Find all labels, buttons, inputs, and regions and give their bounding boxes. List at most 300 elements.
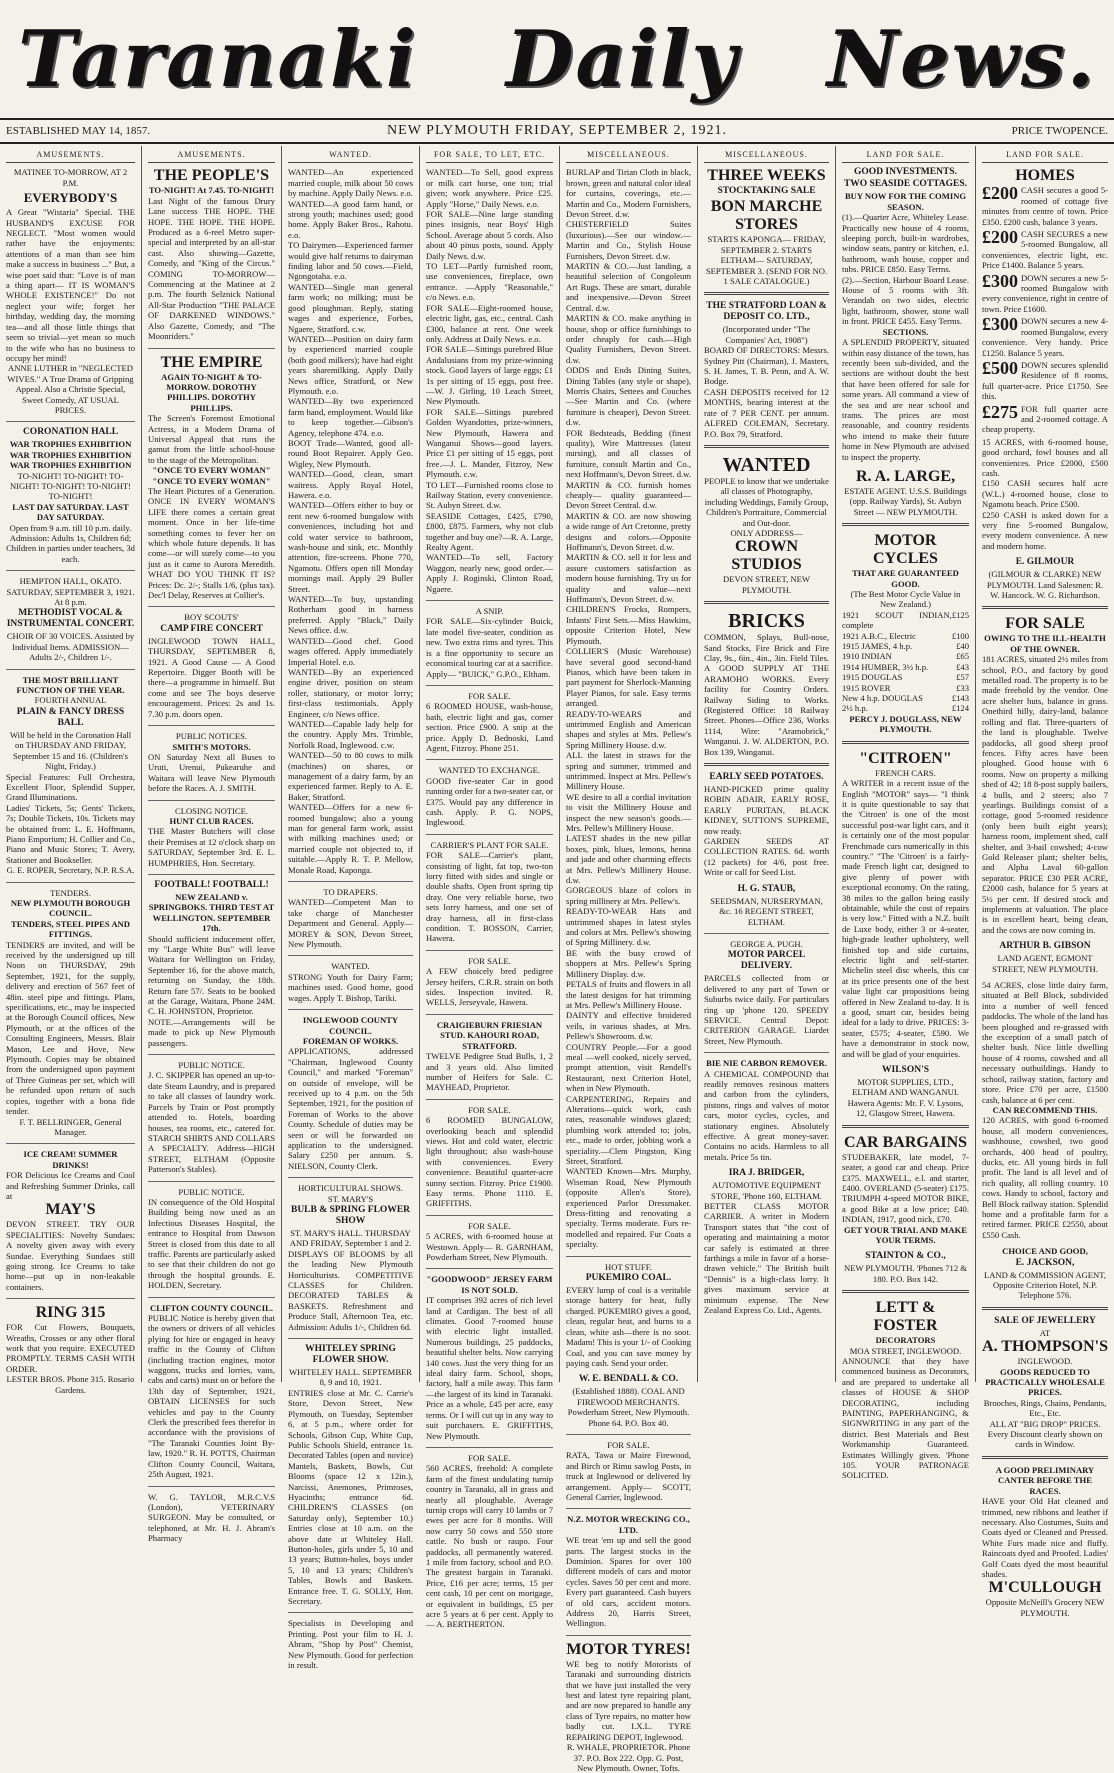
ad-peoples <box>148 167 275 341</box>
motor-cycle-model: New 4 h.p. DOUGLAS <box>842 693 923 704</box>
ad-mays <box>6 1149 135 1292</box>
ad-body: A SPLENDID PROPERTY, situated within easy distance of the town, has recently been sub-divided, and the sections are without doubt the best that have been offered for sale for some years. All command a view of the sea and are near school and trams. The prices are most reasonable, and country residents who intend to make their future home in New Plymouth are advised to inspect the property. <box>842 337 969 462</box>
ad-body: DISPLAYS OF BLOOMS by all the leading New Plymouth Horticulturists. COMPETITIVE CLASSES for Children. DECORATED TABLES & BASKETS. Refreshment and Produce Stall, Afternoon Tea, etc. Admission: Adults 1/-, Children 6d. <box>288 1248 413 1332</box>
motor-cycle-list <box>842 610 969 714</box>
motor-cycle-row <box>842 641 969 651</box>
ad-to-drapers <box>288 887 413 949</box>
page-columns <box>0 146 1114 1773</box>
ad-body: Should sufficient inducement offer, my "Large White Bus" will leave Waitara for Wellington on Friday, September 16, for the above match, returning on Sunday, the 18th. Return fare 57/. Seats to be booked at the Garage, Waitara, Phone 24M. C. H. JOHNSTON, Proprietor. <box>148 933 275 1017</box>
ad-body: Special Features: Full Orchestra, Excellent Floor, Splendid Supper, Grand Illuminations. <box>6 771 135 803</box>
classified-item: LATEST shades in the new pillar boxes, pink, blues, lemons, henna and jade and other charming effects at Mrs. Pellew's Millinery House. d.w. <box>566 833 691 886</box>
ad-line: LAST DAY SATURDAY. LAST DAY SATURDAY. <box>12 501 129 523</box>
motor-cycle-price: £143 <box>951 693 969 704</box>
ad-body: STARTS KAPONGA— FRIDAY, SEPTEMBER 2. STARTS ELTHAM— SATURDAY, SEPTEMBER 3. (SEND FOR NO. 1 SALE CATALOGUE.) <box>705 234 828 287</box>
ad-title: M'CULLOUGH <box>988 1579 1102 1597</box>
classified-item: READY-TO-WEARS and untrimmed English and American shapes and styles at Mrs. Pellew's Spring Millinery House. d.w. <box>566 708 691 750</box>
column-8 <box>976 146 1114 1618</box>
ad-body: 54 ACRES, close little dairy farm, situated at Bell Block, subdivided into a number of well fenced paddocks. The whole of the land has been ploughed and re-grassed with the exception of a small patch of shelter bush. Nice little dwelling house of 4 rooms, cowshed and all necessary outbuildings. Handy to school, railway station, factory and store. Price £70 per acre, £1500 cash, balance at 6 per cent. <box>982 980 1108 1105</box>
ad-roomed-house <box>426 691 553 753</box>
ad-line: BOY SCOUTS' <box>184 612 239 623</box>
ad-line: CLOSING NOTICE. <box>174 805 249 816</box>
home-price: £500 <box>982 357 1018 378</box>
ad-body: IT comprises 392 acres of rich level land at Cardigan. The best of all climates. Good 7-roomed house with electric light installed. Numerous buildings, 25 paddocks, beautiful shelter belts. Now carrying 140 cows. Just the very thing for an ideal dairy farm. School, shops, factory, half a mile away. This farm—the largest of its kind in Taranaki. Price as a whole, £45 per acre, easy terms. Or I will cut up in any way to suit purchasers. E. GRIFFITHS, New Plymouth. <box>426 1295 553 1441</box>
ad-line: TENDERS, STEEL PIPES AND FITTINGS. <box>11 918 130 940</box>
ad-body: INGLEWOOD TOWN HALL, THURSDAY, SEPTEMBER 8, 1921. A Good Cause — A Good Repertoire. Digger Booth will be there—a programme in himself. But come and see The boys deserve encouragement. Prices: 2s and 1s. 7.30 p.m. doors open. <box>148 635 275 719</box>
home-price: £200 <box>982 227 1018 248</box>
ad-line: BIE NIE CARBON REMOVER. <box>706 1058 827 1069</box>
motor-cycle-model: 2½ h.p. <box>842 703 868 714</box>
ad-body: ON Saturday Next all Buses to Uruti, Urenui, Pukearuhe and Waitara will leave New Plymouth before the Races. A. J. SMITH. <box>148 751 275 794</box>
ad-body: BOARD OF DIRECTORS: Messrs. Sydney Pitt (Chairman), J. Masters, S. H. James, T. B. Penn, and A. W. Bodge. <box>704 345 829 387</box>
classified-item: WANTED—A good farm hand, or strong youth; machines used; good home. Apply Baker Bros., Rahotu. e.o. <box>288 198 413 240</box>
home-description: CASH SECURES a new 5-roomed Bungalow, all conveniences, electric light, etc. Price £1400. Balance 5 years. <box>982 229 1108 271</box>
home-description: DOWN secures a new 5-roomed Bungalow with every convenience, right in centre of town. Price £1600. <box>982 272 1108 314</box>
ad-body: DEVON STREET. TRY OUR SPECIALITIES: Novelty Sundaes: A novelty given away with every Sundae. Everything Sundaes still going strong. Ice Creams to take home—put up in non-leakable containers. <box>6 1219 135 1292</box>
ad-body: CASH DEPOSITS received for 12 MONTHS, bearing interest at the rate of 7 PER CENT. per annum. ALFRED COLEMAN, Secretary. P.O. Box 79, Stratford. <box>704 386 829 439</box>
classified-item: WANTED—Capable lady help for the country. Apply Mrs. Trimble, Norfolk Road, Inglewood. c.w. <box>288 718 413 750</box>
ad-body: Will be held in the Coronation Hall on THURSDAY AND FRIDAY, September 15 and 16. (Children's Night, Friday.) <box>9 729 132 772</box>
motor-cycle-model: 1921 SCOUT INDIAN, complete <box>842 609 952 631</box>
motor-cycle-model: 1910 INDIAN <box>842 651 892 662</box>
ad-mcullough <box>982 1465 1108 1618</box>
ad-title: THE PEOPLE'S <box>153 167 270 185</box>
motor-cycle-model: 1914 HUMBER, 3½ h.p. <box>842 661 929 672</box>
ad-line: SEEDSMAN, NURSERYMAN, &c. 16 REGENT STREET, ELTHAM. <box>710 895 823 927</box>
section-heading: FOR SALE. <box>468 1452 511 1463</box>
section-heading: CARRIER'S PLANT FOR SALE. <box>430 839 549 850</box>
ad-title: MOTOR CYCLES <box>873 532 938 568</box>
ad-body: COMMON, Splays, Bull-nose, Sand Stocks, Fire Brick and Fire Clay, 9s., 6in., 4in., 3in. Field Tiles. A GOOD SUPPLY AT THE ARAMOHO WORKS. Every facility for Country Orders. Railway Siding to Works. (Registered Office: 18 Railway Street. Phones—Office 236, Works 1114, Wire: "Aramobrick," Wanganui. J. W. ALDERTON, P.O. Box 139, Wanganui. <box>704 632 829 757</box>
ad-body: Open from 9 a.m. till 10 p.m. daily. Admission: Adults 1s, Children 6d; Children in parties under teachers, 3d each. <box>6 522 135 564</box>
ad-empire <box>148 354 275 601</box>
home-listing <box>982 229 1108 271</box>
ad-line: "ONCE TO EVERY WOMAN" "ONCE TO EVERY WOMAN" <box>152 465 271 486</box>
ad-title: MAY'S <box>45 1201 96 1219</box>
ad-body: Last Night of the famous Drury Lane success THE HOPE. THE HOPE. THE HOPE. THE HOPE. Produced as a 6-reel Metro super-special and interpreted by an all-star cast. Also showing—Gazette, Comedy, and "King of the Circus." COMING TO-MORROW—Commencing at the Matinee at 2 p.m. The fourth Selznick National All-Star Production "THE PALACE OF DARKENED WINDOWS." Also Gazette, Comedy, and "The Moonriders." <box>148 195 275 342</box>
ad-line: HEMPTON HALL, OKATO. SATURDAY, SEPTEMBER 3, 1921. At 8 p.m. <box>6 576 135 608</box>
ad-body: W. G. TAYLOR, M.R.C.V.S (London), VETERINARY SURGEON. May be consulted, or telephoned, at Mr. H. J. Abram's Pharmacy <box>148 1491 275 1544</box>
masthead-word-2: Daily <box>505 13 739 105</box>
ad-westown <box>426 1221 553 1263</box>
dateline <box>0 118 1114 144</box>
ad-bon-marche <box>704 167 829 286</box>
ad-body: WANTED—Competent Man to take charge of Manchester Department and General. Apply— MOREY & SON, Devon Street, New Plymouth. <box>288 897 413 950</box>
ad-ring-315 <box>6 1304 135 1395</box>
classified-item: ODDS and Ends Dining Suites, Dining Tables (any style or shape), Morris Chairs, Settees and Couches—See Martin and Co. (where furniture is cheaper), Devon Street. d.w. <box>566 365 691 428</box>
ad-exchange <box>426 765 553 827</box>
classified-item: GORGEOUS blaze of colors in spring millinery at Mrs. Pellew's. <box>566 885 691 906</box>
classified-item: FOR SALE—Sittings purebred Golden Wyandottes, prize-winners, New Plymouth, Hawera and Wanganui Shows—good layers. Price £1 per sitting of 15 eggs, post free.—J. L. Mander, Fitzroy, New Plymouth. c.w. <box>426 406 553 480</box>
ad-body: STUDEBAKER, late model, 7-seater, a good car and cheap. Price £375. MAXWELL, e.l. and starter, £400. OVERLAND (5-seater) £175. TRIUMPH 4-speed MOTOR BIKE, a good Bike at a low price; £40. INDIAN, 1917, good nick, £70. <box>842 1151 969 1225</box>
section-heading: PUBLIC NOTICE. <box>178 1060 245 1071</box>
ad-signature: R. WHALE, PROPRIETOR. Phone 37. P.O. Box 222. Opp. G. Post, New Plymouth. Owner, Tofts. <box>566 1742 691 1773</box>
ad-lett-foster <box>842 1299 969 1481</box>
ad-line: CLIFTON COUNTY COUNCIL. <box>150 1302 273 1313</box>
ad-line: GOODS REDUCED TO PRACTICALLY WHOLESALE PRICES. <box>985 1366 1105 1398</box>
ad-body: ANNE LUTHER in "NEGLECTED WIVES." A True Drama of Gripping Appeal. Also a Christie Special, Sweet Comedy, AT USUAL PRICES. <box>7 363 134 415</box>
established-date: ESTABLISHED MAY 14, 1857. <box>6 125 151 137</box>
ad-line: FOREMAN OF WORKS. <box>302 1035 399 1046</box>
motor-cycle-price: £124 <box>951 703 969 714</box>
motor-cycle-row <box>842 651 969 661</box>
ad-whiteley-show <box>288 1344 413 1606</box>
ad-title: LETT & FOSTER <box>873 1299 938 1335</box>
ad-body: 15 ACRES, with 6-roomed house, good orchard, fowl houses and all conveniences. Price £2000, £500 cash. <box>982 436 1108 478</box>
classified-item: WANTED—Position on dairy farm by experienced married couple (both good milkers); have had eight years sharemilking. Apply Daily News office, Stratford, or New Plymouth. e.o. <box>288 333 413 396</box>
ad-war-trophies <box>6 427 135 564</box>
ad-body: (Established 1888). COAL AND FIREWOOD MERCHANTS. Powderham Street, New Plymouth. Phone 64. P.O. Box 40. <box>567 1386 690 1428</box>
ad-title: "CITROEN" <box>859 749 952 767</box>
classified-item: CHILDREN'S Frocks, Rompers, Infants' First Sets.—Miss Hawkins, opposite Criterion Hotel, New Plymouth. <box>566 604 691 646</box>
ad-line: SECTIONS. <box>882 326 929 337</box>
column-heading: LAND FOR SALE. <box>842 150 969 163</box>
homes-list <box>982 185 1108 434</box>
ad-title: METHODIST VOCAL & INSTRUMENTAL CONCERT. <box>6 608 135 630</box>
motor-cycle-price: £125 <box>951 609 969 620</box>
home-listing <box>982 401 1108 435</box>
ad-title: MOTOR PARCEL DELIVERY. <box>727 950 806 972</box>
ad-title: E. JACKSON, <box>1015 1257 1075 1268</box>
ad-line: DECORATORS <box>875 1335 936 1346</box>
ad-line: (The Best Motor Cycle Value in New Zealand.) <box>850 589 961 610</box>
issue-price: PRICE TWOPENCE. <box>1011 125 1108 137</box>
motor-cycle-model: 1921 A.B.C., Electric <box>842 630 916 641</box>
classified-item: BURLAP and Tirian Cloth in black, brown, green and natural color ideal for curtains, coverings, etc.—Martin and Co., Modern Furnishers, Devon Street. d.w. <box>566 167 691 220</box>
ad-line: N.Z. MOTOR WRECKING CO., LTD. <box>567 1514 690 1535</box>
masthead-word-3: News. <box>826 13 1096 105</box>
classified-item: WE desire to all a cordial invitation to visit the Millinery House and inspect the new season's goods.—Mrs. Pellew's Millinery House. <box>566 791 691 833</box>
ad-everybodys <box>6 167 135 415</box>
ad-body: J. C. SKIPPER has opened an up-to-date Steam Laundry, and is prepared to take all classes of laundry work. Parcels by Train or Post promptly attended to. Hotels, boarding houses, tea rooms, etc., catered for. STARCH SHIRTS AND COLLARS A SPECIALTY. Address—HIGH STREET, ELTHAM (Opposite Patterson's Stables). <box>148 1070 275 1175</box>
classified-item: WANTED—By an experienced engine driver, position on steam roller, stationary, or motor lorry; first-class testimonials. Apply Engineer, c/o News office. <box>288 666 413 719</box>
ad-body: WE treat 'em up and sell the good parts. The largest stocks in the Dominion. Spares for over 100 different models of cars and motor cycles. Saves 50 per cent and more. Every part guaranteed. Cash buyers of old cars, accident motors. Address 20, Harris Street, Wellington. <box>566 1535 691 1629</box>
column-2 <box>142 146 282 1544</box>
ad-carriers-plant <box>426 840 553 944</box>
ad-body: A Great "Wistaria" Special. THE HUSBAND'S EXCUSE FOR NEGLECT. "Most women would rather have the enjoyments: attentions of a man than see him make a success in business ..." But, a wise poet said that: "Love is of man a thing apart— IT IS WOMAN'S WHOLE EXISTENCE!" Do not neglect your wife; forget her birthday, wedding day, the morning tea—and all those little things that seem so trivial—yet mean so much to the wife who has no business to occupy her mind! <box>6 207 135 363</box>
section-heading: PUBLIC NOTICE. <box>178 1186 245 1197</box>
ad-football <box>148 880 275 1048</box>
ad-stratford-loan <box>704 301 829 438</box>
ad-line: WAR TROPHIES EXHIBITION <box>9 460 132 471</box>
ad-body: APPLICATIONS, addressed "Chairman, Inglewood County Council," and marked "Foreman" on outside of envelope, will be received up to 4 p.m. on the 5th September, 1921, for the position of Foreman of Works to the above County. Schedule of duties may be seen or will be forwarded on application to the undersigned. Salary £250 per annum. S. NIELSON, County Clerk. <box>288 1046 413 1171</box>
classified-item: COLLIER'S (Music Warehouse) have several good second-hand Pianos, which have been taken in part payment for Sherlock-Manning Player Pianos, for sale. Easy terms arranged. <box>566 646 691 709</box>
ad-line: AT <box>1039 1327 1051 1338</box>
ad-line: STOCKTAKING SALE <box>717 186 816 197</box>
ad-title: HOMES <box>1015 167 1075 185</box>
ad-wanted-youth <box>288 961 413 1003</box>
ad-friesian-stud <box>426 1020 553 1093</box>
ad-flower-show <box>288 1183 413 1332</box>
motor-cycle-row <box>842 703 969 713</box>
ad-body: WE beg to notify Motorists of Taranaki and surrounding districts that we have just installed the very best and latest tyre repairing plant, and are now prepared to handle any class of Tyre repairs, no matter how badly cut. I.X.L. TYRE REPAIRING DEPOT, Inglewood. <box>566 1658 691 1742</box>
section-heading: FOR SALE. <box>468 955 511 966</box>
ad-film-developing <box>288 1618 413 1670</box>
classified-item: WANTED—To buy, upstanding Rotherham good in harness preferred. Apply "Black," Daily News office. d.w. <box>288 594 413 636</box>
ad-goodwood <box>426 1274 553 1441</box>
ad-title: BON MARCHE STORES <box>710 198 823 234</box>
ad-line: TO-NIGHT! At 7.45. TO-NIGHT! <box>148 185 275 196</box>
home-description: CASH secures a good 5-roomed of cottage five minutes from centre of town. Price £350. £200 cash, balance 3 years. <box>982 185 1108 227</box>
motor-cycle-row <box>842 693 969 703</box>
ad-carbon-remover <box>704 1058 829 1162</box>
ad-bridger <box>704 1168 829 1315</box>
ad-crown-studios <box>704 454 829 595</box>
column-heading: MISCELLANEOUS. <box>704 150 829 163</box>
ad-line: THAT ARE GUARANTEED GOOD. <box>852 568 959 589</box>
ad-body: HAVE your Old Hat cleaned and trimmed, new ribbons and leather if necessary. Also Costumes, Suits and Coats dyed or Cleaned and Pressed. White Furs made nice and fluffy. Raincoats dyed and Proofed. Ladies' Golf Coats dyed the most beautiful shades. <box>982 1496 1108 1579</box>
column-6 <box>698 146 836 1382</box>
ad-line: "GOODWOOD" JERSEY FARM IS NOT SOLD. <box>426 1274 553 1295</box>
classified-item: BOOT Trade—Wanted, good all-round Boot Repairer. Apply Geo. Wigley, New Plymouth. <box>288 437 413 469</box>
classified-item: SEASIDE Cottages, £425, £790, £800, £875. Farmers, why not club together and buy one?—R. A. Large, Realty Agent. <box>426 510 553 553</box>
column-heading: MISCELLANEOUS. <box>566 150 691 163</box>
classified-item: DAINTY and effective broidered veils, in various shades, at Mrs. Pellew's Showroom. d.w. <box>566 1010 691 1042</box>
column-heading: WANTED. <box>288 150 413 163</box>
ad-title: CAMP FIRE CONCERT <box>160 623 263 634</box>
ad-fancy-dress-ball <box>6 675 135 876</box>
column-heading: LAND FOR SALE. <box>982 150 1108 163</box>
ad-line: ONLY ADDRESS— <box>730 527 803 538</box>
ad-title: CORONATION HALL <box>22 427 119 438</box>
classified-item: READY-TO-WEAR Hats and untrimmed shapes in latest styles and colors at Mrs. Pellew's showing of Spring Millinery. d.w. <box>566 906 691 948</box>
ad-motor-cycles <box>842 532 969 735</box>
column-heading: AMUSEMENTS. <box>6 150 135 163</box>
motor-cycle-row <box>842 672 969 682</box>
ad-pugh-parcel <box>704 939 829 1046</box>
ad-jewellery <box>982 1316 1108 1450</box>
ad-line: BUY NOW FOR THE COMING SEASON. <box>844 191 967 212</box>
motor-cycle-row <box>842 662 969 672</box>
ad-line: FRENCH CARS. <box>875 767 936 778</box>
ad-body: A FEW choicely bred pedigree Jersey heifers, C.R.R. strain on both sides. Inspection invited. R. WELLS, Jerseyvale, Hawera. <box>426 966 553 1008</box>
ad-title: FOR SALE <box>1005 615 1085 633</box>
ad-gilmour <box>982 557 1108 600</box>
ad-buick <box>426 606 553 679</box>
section-heading: HORTICULTURAL SHOWS. <box>298 1183 403 1194</box>
section-heading: WANTED TO EXCHANGE. <box>438 765 541 776</box>
ad-body: The Heart Pictures of a Generation. ONCE IN EVERY WOMAN'S LIFE there comes a certain great moment. Once in her life-time something comes to fever her on which whole future depends. It has come—or will surely come—to you just as it came to Aurora Meredith. WHAT DO YOU THINK IT IS? Prices: Dc. 2/-; Stalls 1/6, (plus tax). Dec'l Delay, Reserves at Collier's. <box>148 485 275 601</box>
ad-line: CAN RECOMMEND THIS. <box>992 1104 1098 1115</box>
column-heading: FOR SALE, TO LET, ETC. <box>426 150 553 163</box>
ad-54-acres <box>982 980 1108 1240</box>
ad-for-sale-list <box>426 167 553 594</box>
ad-staub <box>704 884 829 927</box>
motor-cycle-row <box>842 683 969 693</box>
ad-jersey-heifers <box>426 956 553 1008</box>
ad-body: FOR SALE—Carrier's plant, consisting of light, fat top, two-ton lorry fitted with sides and single or double shafts. Open front spring tip dray. One very reliable horse, two sets lorry harness, and one set of dray harness, all in first-class condition. T. BOSSON, Carrier, Hawera. <box>426 850 553 944</box>
ad-title: WILSON'S <box>882 1065 929 1076</box>
ad-line: MOA STREET, INGLEWOOD. <box>849 1345 962 1356</box>
ad-line: (GILMOUR & CLARKE) NEW PLYMOUTH. Land Salesmen: R. W. Hancock. W. G. Richardson. <box>986 569 1104 601</box>
classified-item: WANTED—To Sell, good express or milk cart horse, one ton; trial given; work anywhere. Price £25. Apply "Horse," Daily News. e.o. <box>426 167 553 209</box>
ad-miscellaneous-list <box>566 167 691 1249</box>
ad-line: MOTOR SUPPLIES, LTD., ELTHAM AND WANGANUI. <box>852 1077 959 1098</box>
ad-line: GET YOUR TRIAL AND MAKE YOUR TERMS. <box>843 1224 968 1245</box>
ad-homes <box>982 167 1108 551</box>
ad-title: GOOD INVESTMENTS. <box>854 167 957 178</box>
ad-body: FOR Delicious Ice Creams and Cool and Refreshing Summer Drinks, call at <box>6 1170 135 1201</box>
ad-title: R. A. LARGE, <box>855 467 956 485</box>
ad-line: CRAIGIEBURN FRIESIAN STUD. KAHOURI ROAD, STRATFORD. <box>436 1019 543 1051</box>
ad-body: CHOIR OF 30 VOICES. Assisted by Individual Items. ADMISSION—Adults 2/-, Children 1/-. <box>6 631 135 663</box>
ad-line: AUTOMOTIVE EQUIPMENT STORE, 'Phone 160, ELTHAM. <box>711 1180 822 1201</box>
ad-title: MOTOR TYRES! <box>566 1640 691 1658</box>
ad-bendall <box>566 1374 691 1428</box>
ad-title: A. THOMPSON'S <box>982 1338 1108 1356</box>
ad-body: 6 ROOMED HOUSE, wash-house, bath, electric light and gas, corner section. Price £900. A snip at the price. Apply D. Bednoski, Land Agent, Fitzroy. Phone 251. <box>426 701 553 753</box>
section-heading: TO DRAPERS. <box>323 887 378 898</box>
section-heading: FOR SALE. <box>468 690 511 701</box>
ad-body: HAND-PICKED prime quality ROBIN ADAIR, EARLY ROSE, EARLY PURITAN, BLACK KIDNEY, SUTTON'S SUPREME, now ready. <box>704 784 829 836</box>
ad-line: WAR TROPHIES EXHIBITION <box>9 439 132 450</box>
classified-item: WANTED—An experienced married couple, milk about 50 cows by machine. Apply Daily News. e.o. <box>288 167 413 199</box>
ad-motor-tyres <box>566 1641 691 1773</box>
classified-item: WANTED—Offers for a new 6-roomed bungalow; also a young man for general farm work, assist with milking machines used; or married couple not objected to, if suitable.—Apply R. T. P. Mellow, Monale Road, Kaponga. <box>288 802 413 875</box>
ad-jackson <box>982 1246 1108 1301</box>
ad-body: ANNOUNCE that they have commenced business as Decorators, and are prepared to undertake all classes of HOUSE & SHOP DECORATING, including PAINTING, PAPERHANGING, & SIGNWRITING in any part of the district. Best Materials and Best Workmanship Guaranteed. Estimates Willingly given. 'Phone 105. YOUR PATRONAGE SOLICITED. <box>842 1355 969 1481</box>
ad-bricks <box>704 610 829 757</box>
ad-line: Hawera Agents: Mr. F. V. Lysons, 12, Glasgow Street, Hawera. <box>847 1097 964 1119</box>
ad-body: PUBLIC Notice is hereby given that the owners or drivers of all vehicles plying for hire or engaged in heavy traffic in the County of Clifton (including traction engines, motor waggons, trucks and lorries, vans, cabs and carts) must on or before the 13th day of September, 1921, OBTAIN LICENSES for such vehicles and pay to the County Clerk the prescribed fees therefor in accordance with the provisions of "The Taranaki Counties Joint By-law, 1920." R. H. POTTS, Chairman Clifton County Council, Waitara, 25th August, 1921. <box>148 1313 275 1480</box>
ad-body: ST. MARY'S HALL. THURSDAY AND FRIDAY, September 1 and 2. <box>289 1228 412 1249</box>
ad-title: PLAIN & FANCY DRESS BALL <box>16 706 125 728</box>
ad-body: GOOD five-seater Car in good running order for a two-seater car, or £375. Would pay any difference in cash. Apply. P. G. NOPS, Inglewood. <box>426 775 553 828</box>
ad-body: RATA, Tawa or Maire Firewood, and Birch or Rimu sawlog Posts, in truck at Inglewood or delivered by arrangement. Apply— SCOTT, General Carrier, Inglewood. <box>566 1450 691 1502</box>
ad-body: STRONG Youth for Dairy Farm; machines used. Good home, good wages. Apply T. Bishop, Tariki. <box>288 971 413 1003</box>
classified-item: COUNTRY People.—For a good meal —well cooked, nicely served, prompt attention, visit Rendell's Restaurant, next Criterion Hotel, when in New Plymouth. <box>566 1041 691 1094</box>
ad-title: IRA J. BRIDGER, <box>728 1168 805 1179</box>
ad-motor-wrecking <box>566 1514 691 1628</box>
ad-steam-laundry <box>148 1060 275 1174</box>
motor-cycle-model: 1915 ROVER <box>842 682 891 693</box>
ad-line: OWING TO THE ILL-HEALTH OF THE OWNER. <box>984 633 1106 654</box>
ad-line: WAR TROPHIES EXHIBITION <box>9 449 132 460</box>
ad-body: A WRITER in a recent issue of the English "MOTOR" says— "I think it is quite questionable to say that the 'Citroen' is one of the most successful post-war light cars, and it is certainly one of the most popular Frenchmade cars numerically in this country." "The 'Citroen' is a fairly-made French light car, designed to give plenty of power with exceptional economy. On the rating, 38 miles to the gallon being easily obtainable, while the cost of repairs is very low." Fitted with a N.Z. built de Luxe body, either 3 or 4-seater, high-grade leather upholstery, well finished top and side curtains, electric light and self-starter. Michelin steel disc wheels, this car at its price presents one of the best value light car propositions being offered in New Zealand to-day. It is a good, smart car, besides being ideal for a lady to drive. PRICES: 3-seater, £575; 4-seater, £590. We have a demonstrator in stock now, and will be glad of your enquiries. <box>842 778 969 1059</box>
ad-body: BETTER CLASS MOTOR CARRIER. A writer in Modern Transport states that "the cost of operating and maintaining a motor car safely is estimated at three farthings a mile in favor of a horse-drawn vehicle." The British built "Dennis" is a high-class lorry. It gives maximum service at minimum expense. The New Zealand Express Co. Ltd., Agents. <box>704 1201 829 1316</box>
home-price: £200 <box>982 183 1018 204</box>
ad-title: CAR BARGAINS <box>843 1133 968 1151</box>
motor-cycle-price: £57 <box>956 672 969 683</box>
ad-large-agent <box>842 468 969 517</box>
classified-item: MARTIN & CO. furnish homes cheaply— quality guaranteed—Devon Street Central. d.w. <box>566 479 691 511</box>
motor-cycle-price: £43 <box>956 661 969 672</box>
masthead <box>0 0 1114 118</box>
ad-line: WHITELEY HALL. SEPTEMBER 8, 9 and 10, 1921. <box>288 1367 413 1388</box>
ad-seed-potatoes <box>704 772 829 878</box>
classified-item: MARTIN & CO. make anything in house, shop or office furnishings to order cheaply for cash.—High Quality Furnishers, Devon Street. d.w. <box>566 313 691 365</box>
classified-item: WANTED—To sell, Factory Waggon, nearly new, good order.—Apply J. Roginski, Clinton Road, Ngaere. <box>426 552 553 594</box>
home-price: £300 <box>982 270 1018 291</box>
ad-line: FOURTH ANNUAL <box>34 695 107 706</box>
ad-body: 5 ACRES, with 6-roomed house at Westown. Apply— R. GARNHAM, Powderham Street, New Plymouth. <box>426 1231 553 1262</box>
ad-signature: PERCY J. DOUGLASS, NEW PLYMOUTH. <box>849 713 962 735</box>
classified-item: WANTED—Offers either to buy or rent new 6-roomed bungalow with conveniences, including hot and cold water service to bathroom, wash-house and sink, etc. Monthly attention, fire-screens. Phone 770, Ngamotu. Offers open till Monday mornings mail. Apply 29 Buller Street. <box>288 500 413 594</box>
section-heading: FOR SALE. <box>468 1104 511 1115</box>
ad-title: SALE OF JEWELLERY <box>994 1315 1096 1326</box>
ad-body: The Screen's Foremost Emotional Actress, in a Modern Drama of Universal Appeal that runs the gamut from the little school-house to the stage of the Metropolitan. <box>148 413 275 465</box>
ad-line: DEVON STREET, NEW PLYMOUTH. <box>723 574 810 595</box>
home-listing <box>982 316 1108 358</box>
ad-title: ARTHUR B. GIBSON <box>999 941 1091 952</box>
ad-line: LAND AGENT, EGMONT STREET, NEW PLYMOUTH. <box>992 953 1098 974</box>
ad-line: CHOICE AND GOOD, <box>1002 1246 1088 1257</box>
ad-line: A GOOD PRELIMINARY CANTER BEFORE THE RACES. <box>995 1464 1095 1496</box>
ad-pukemiro-coal <box>566 1262 691 1369</box>
column-4 <box>420 146 560 1630</box>
ad-body: NOTE.—Arrangements will be made to pick up New Plymouth passengers. <box>148 1016 275 1048</box>
classified-item: WANTED—50 to 80 cows to milk (machines) on shares, or management of a dairy farm, by an experienced farmer. Reply to A. E. Baker, Stratford. <box>288 750 413 802</box>
classified-item: CARPENTERING, Repairs and Alterations—quick work, cash rates, reasonable windows glazed; plumbing work attended to; jobs, etc., made to order, jobbing work a speciality.—Clem Pingston, King Street, Stratford. <box>566 1093 691 1166</box>
classified-item: FOR SALE—Nine large standing pines insignis, near Boys' High School. Average about 5 cords. Also about 40 pinus posts, sound. Apply Daily News. d.w. <box>426 209 553 261</box>
ad-signature: LESTER BROS. Phone 315. Rosario Gardens. <box>6 1374 135 1395</box>
ad-line: LAND & COMMISSION AGENT, Opposite Criterion Hotel, N.P. Telephone 576. <box>983 1269 1107 1301</box>
ad-line: NEW ZEALAND v. SPRINGBOKS. THIRD TEST AT WELLINGTON. SEPTEMBER 17th. <box>148 891 275 934</box>
motor-cycle-price: £65 <box>956 651 969 662</box>
ad-body: TWELVE Pedigree Stud Bulls, 1, 2 and 3 years old. Also limited number of Heifers for Sale. C. MAYHEAD, Proprietor. <box>426 1051 553 1093</box>
ad-line: ST. MARY'S <box>327 1193 374 1204</box>
classified-item: FOR SALE—Sittings purebred Blue Andalusians from my prize-winning stock. Good layers of large eggs; £1 1s per sitting of 15 eggs, post free.—W. J. Girling, 10 Leach Street, New Plymouth. <box>426 344 553 407</box>
ad-title: BULB & SPRING FLOWER SHOW <box>290 1205 411 1226</box>
classified-item: CHESTERFIELD Suites (luxurious).—See our window.—Martin and Co., Stylish House Furnishers, Devon Street. d.w. <box>566 219 691 261</box>
ad-tenders <box>6 888 135 1138</box>
classified-item: FOR Bedsteads, Bedding (finest quality), Wire Mattresses (latest nursing), and all classes of furniture, consult Martin and Co., next Hoffmann's, Devon Street. d.w. <box>566 427 691 480</box>
ad-line: TWO SEASIDE COTTAGES. <box>843 179 968 190</box>
classified-item: TO LET—Furnished rooms close to Railway Station, every convenience. St. Aubyn Street. d.w. <box>426 479 553 511</box>
ad-citroen <box>842 750 969 1059</box>
ad-line: Opposite McNeill's Grocery NEW PLYMOUTH. <box>985 1597 1105 1618</box>
classified-item: MARTIN & CO.—Just landing, a beautiful selection of Congoleum Art Rugs. These are smart, durable and inexpensive.—Devon Street Central. d.w. <box>566 261 691 313</box>
ad-inglewood-council <box>288 1015 413 1171</box>
ad-line: NEW PLYMOUTH BOROUGH COUNCIL. <box>10 897 131 919</box>
classified-item: TO Dairymen—Experienced farmer would give half returns to dairyman finding labor and 50 cows.—Field, Ngongotaha. e.o. <box>288 240 413 282</box>
ad-veterinary <box>148 1492 275 1544</box>
ad-body: EVERY lump of coal is a veritable storage battery for heat, fully charged. PUKEMIRO gives a good, clean, regular heat, and burns to a clean, white ash—there is no soot. Madam! This is your 1/- of Cooking Coal, and you can save money by paying cash. Send your order. <box>566 1285 691 1368</box>
ad-body: A CHEMICAL COMPOUND that readily removes resinous matters and carbon from the cylinders, pistons, rings and valves of motor cars, motor cycles, cycles, and stationary engines. Absolutely effective. A great money-saver. Contains no acids. Harmless to all metals. Price 5s tin. <box>704 1068 829 1162</box>
ad-line: ICE CREAM! SUMMER DRINKS! <box>23 1149 118 1170</box>
ad-560-acres <box>426 1453 553 1630</box>
section-heading: A SNIP. <box>475 606 504 617</box>
ad-body: 181 ACRES, situated 2½ miles from school, P.O., and factory by good metalled road. The property is to be made freehold by the vendor. One acre shelter huts, balance in grass. Onethird hilly, dairy-land, balance rolling and flat. Three-quarters of the land is ploughable. Twelve paddocks, all good sheep proof fences. Fifty acres have been ploughed. Good house with 6 rooms. Now on property a milking shed of 42; 18 8-post supply bailers, 4 bulls, and 2 steers; also 7 yearlings. Buildings consist of a cottage, good 5-roomed residence (only been built eight years); harness room, implement shed, calf shelter, and 3-bail cowshed; 4-cow Gold Releaser plant; shelter belts, and Alpha Laval 60-gallon separator. PRICE £30 PER ACRE, £2000 cash, balance for 5 years at 5½ per cent. If desired stock and implements at valuation. The place is in excellent heart, being clean, and the cows are now coming in. <box>982 654 1108 935</box>
ad-signature: F. T. BELLRINGER, General Manager. <box>19 1116 122 1137</box>
ad-hospital-notice <box>148 1187 275 1291</box>
ad-bungalow <box>426 1105 553 1209</box>
ad-line: HUNT CLUB RACES. <box>169 815 254 826</box>
ad-car-bargains <box>842 1134 969 1246</box>
ad-stainton <box>842 1251 969 1284</box>
ad-line: SMITH'S MOTORS. <box>172 741 251 752</box>
motor-cycle-row <box>842 610 969 631</box>
classified-item: BE with the busy crowd of shoppers at Mrs. Pellew's Spring Millinery Display. d.w. <box>566 947 691 979</box>
ad-title: PUKEMIRO COAL. <box>585 1273 672 1284</box>
ad-body: GARDEN SEEDS AT COLLECTION RATES. 6d. worth (12 packets) for 4/6, post free. Write or call for Seed List. <box>704 836 829 878</box>
classified-item: WANTED—Single man general farm work; no milking; must be good ploughman. Reply, stating wages and experience, Forbes, Ngaere, Stratford. c.w. <box>288 281 413 334</box>
motor-cycle-price: £40 <box>956 641 969 652</box>
section-heading: PUBLIC NOTICES. <box>175 731 248 742</box>
ad-body: £250 CASH is asked down for a very fine 5-roomed Bungalow, every modern convenience. A new and modern home. <box>982 509 1108 551</box>
ad-title: E. GILMOUR <box>1015 557 1075 568</box>
motor-cycle-model: 1915 DOUGLAS <box>842 672 903 683</box>
ad-body: Ladies' Tickets, 5s; Gents' Tickets, 7s; Double Tickets, 10s. Tickets may be obtained from: L. E. Hoffmann, Piano Emporium; H. Collier and Co., Piano and Music Stores; T. Avery, Stationer and Bookseller. <box>6 802 135 865</box>
classified-item: TO LET—Partly furnished room, use conveniences, fireplace, own entrance. —Apply "Reasonable," c/o News. e.o. <box>426 261 553 303</box>
ad-signature: G. E. ROPER, Secretary, N.P. R.S.A. <box>6 865 135 876</box>
classified-item: WANTED—Good chef. Good wages offered. Apply immediately Imperial Hotel. e.o. <box>288 635 413 667</box>
ad-line: THE MOST BRILLIANT FUNCTION OF THE YEAR. <box>16 674 125 696</box>
home-price: £300 <box>982 314 1018 335</box>
column-heading: AMUSEMENTS. <box>148 150 275 163</box>
ad-body: ENTRIES close at Mr. C. Carrie's Store, Devon Street, New Plymouth, on Tuesday, September 6, at 5 p.m., where order for Schools, Gibson Cup, White Cup, Public Schools Shield, entrance 1s. Decorated Tables (open and novice) Mantels, Baskets, Bowls, Cut Blooms (space 12 x 12in.), Narcissi, Anemones, Primroses, Hyacinths; entrance 6d. CHILDREN'S CLASSES (on Saturday only), September 10.) Entries close at 10 a.m. on the above date at Whiteley Hall. Button-holes, girls under 5, 10 and 13 years; Button-holes, boys under 5, 10 and 13 years; Children's Tables, Bowls and Baskets. Entrance free. T. G. SOLLY, Hon. Secretary. <box>288 1387 413 1606</box>
ad-body: IN consequence of the Old Hospital Building being now used as an Infectious Diseases Hospital, the entrance to Hospital from Dawson Street is closed from this date to all traffic. Parents are particularly asked to see that their children do not go through the hospital grounds. E. HOLDEN, Secretary. <box>148 1196 275 1291</box>
ad-line: GEORGE A. PUGH. <box>730 938 803 949</box>
